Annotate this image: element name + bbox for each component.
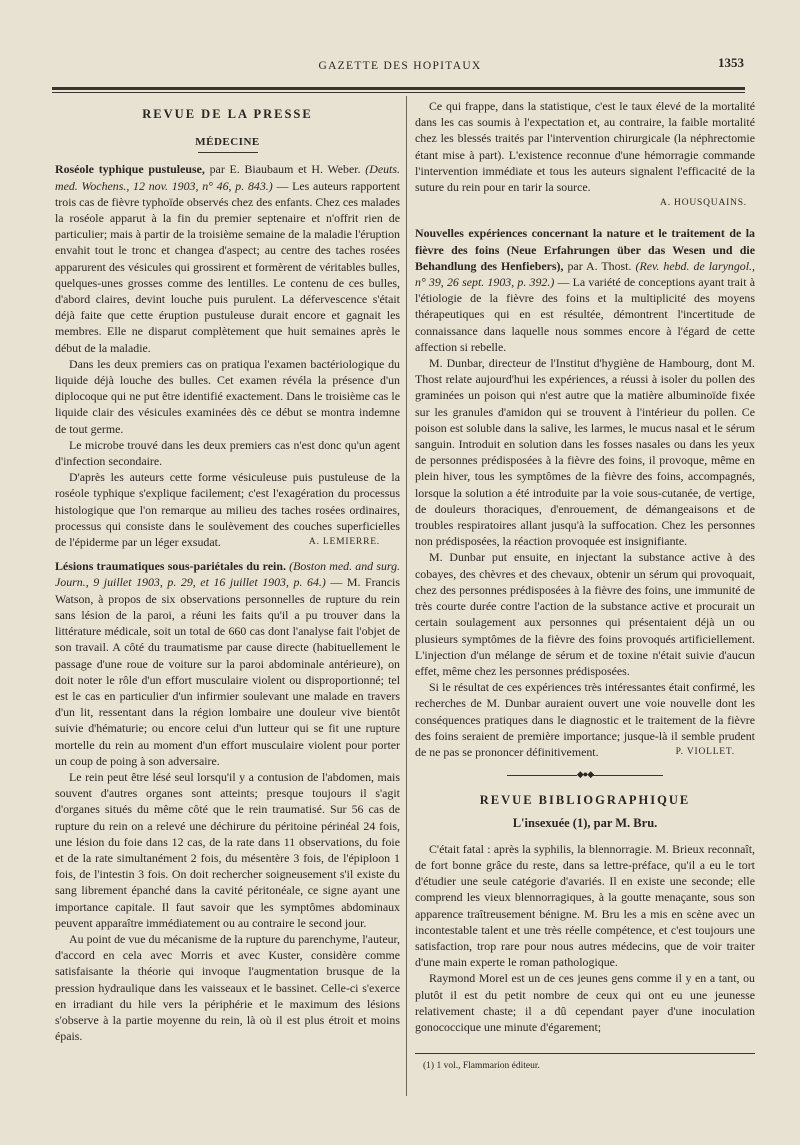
article-paragraph: Raymond Morel est un de ces jeunes gens comme il y en a tant, ou plutôt il est du petit nombre de ceux qui ont eu une jeunesse relativement chaste; il a dû cependant payer d'une inoculation gonococcique une minute d'égarement; [415, 971, 755, 1034]
article-signature: A. LEMIERRE. [308, 537, 380, 548]
right-column [415, 98, 755, 1074]
article-reference: (Boston med. and surg. Journ., 9 juillet 1903, p. 29, et 16 juillet 1903, p. 64.) [55, 559, 401, 590]
article-authors: par E. Biaubaum et H. Weber. [209, 162, 361, 177]
article-title: Lésions traumatiques sous-pariétales du rein. [55, 559, 286, 574]
article-paragraph: M. Dunbar put ensuite, en injectant la substance active à des cobayes, des chèvres et des chevaux, obtenir un sérum qui provoquait, chez des personnes prédisposées à la fièvre des foins, une immunité de très courte durée contre l'action de la substance active et procurait un certain soulagement aux personnes qui présentaient déjà un ou plusieurs symptômes de la fièvre des foins provoqués artificiellement. L'injection d'un mélange de sérum et de toxine n'était suivie d'aucun effet, même chez les personnes prédisposées. [415, 550, 755, 678]
article-roseole [55, 161, 400, 550]
article-lesions-rein [55, 558, 400, 1044]
running-title: GAZETTE DES HOPITAUX [318, 60, 482, 72]
article-reference: (Rev. hebd. de laryngol., n° 39, 26 sept. 1903, p. 392.) [415, 258, 755, 290]
article-signature: A. HOUSQUAINS. [660, 198, 747, 209]
article-paragraph: M. Dunbar, directeur de l'Institut d'hygiène de Hambourg, dont M. Thost relate aujourd'hui les expériences, a réussi à isoler du pollen des graminées un poison qui n'est autre que la matière albuminoïde fixée sur les granules d'amidon qui se trouvent à l'intérieur du pollen. Ce poison est soluble dans la salive, les larmes, le mucus nasal et le sérum sanguin. Introduit en solution dans les fosses nasales ou dans les yeux de personnes prédisposées à la fièvre des foins, il provoque, même en plein hiver, tous les symptômes de la fièvre des foins, accompagnés, lorsque la solution a été introduite par la voie sous-cutanée, de vertige, de douleurs thoraciques, d'enrouement, de démangeaisons et de troubles respiratoires allant jusqu'à la suffocation. Chez les personnes non prédisposées, la réaction provoquée est insignifiante. [415, 356, 755, 549]
section-title-presse: REVUE DE LA PRESSE [142, 107, 313, 121]
article-title: Nouvelles expériences concernant la nature et le traitement de la fièvre des foins (Neue Erfahrungen über das Wesen und die Behandlung des Henfiebers), [415, 226, 755, 273]
header-rule-thick [52, 87, 745, 90]
header-rule-thin [52, 92, 745, 93]
article-title: Roséole typhique pustuleuse, [55, 162, 205, 177]
subsection-rule [198, 152, 258, 153]
column-divider [406, 96, 407, 1096]
footnote-rule [415, 1053, 755, 1054]
article-paragraph: Dans les deux premiers cas on pratiqua l'examen bactériologique du liquide déjà louche des bulles. Cet examen révéla la présence d'un diplocoque qui ne put être identifié exactement. Dans le troisième cas le liquide clair des vésicules examinées dès ce début se montra indemne de tout germe. [55, 356, 400, 436]
footnote: (1) 1 vol., Flammarion éditeur. [423, 1061, 540, 1072]
article-lesions-rein-continued [415, 98, 755, 211]
article-paragraph-text: D'après les auteurs cette forme vésiculeuse puis pustuleuse de la roséole typhique s'explique facilement; c'est l'exagération du processus histologique que l'on remarque au milieu des taches rosées ordinaires, processus qui consiste dans le soulèvement des couches superficielles de l'épiderme par un léger exsudat. [55, 470, 400, 550]
article-reference: (Deuts. med. Wochens., 12 nov. 1903, n° 46, p. 843.) [55, 162, 400, 193]
article-paragraph: Le rein peut être lésé seul lorsqu'il y a contusion de l'abdomen, mais souvent d'autres organes sont atteints; presque toujours il s'agit d'organes situés du même côté que le rein traumatisé. Sur 56 cas de rupture du rein on a relevé une déchirure du péritoine périnéal 24 fois, une lésion du foie dans 12 cas, de la rate dans 11 observations, du foie et de la rate simultanément 2 fois, du mésentère 3 fois, de l'épiploon 1 fois, de l'intestin 3 fois. On doit rechercher soigneusement s'il existe du sang librement épanché dans la cavité péritonéale, ce signe ayant une importance capitale. Il faut savoir que les symptômes abdominaux peuvent apparaître immédiatement ou au contraire le second jour. [55, 769, 400, 930]
article-signature: P. VIOLLET. [675, 746, 735, 757]
left-column [55, 98, 400, 1050]
page-number: 1353 [718, 55, 744, 70]
article-lesions-lead [55, 558, 400, 769]
article-roseole-lead [55, 161, 400, 355]
section-ornament: ◆●◆ [415, 766, 755, 782]
subsection-title: MÉDECINE [195, 136, 260, 149]
book-title: L'insexuée (1), par M. Bru. [512, 815, 658, 830]
article-authors: par A. Thost. [567, 258, 632, 273]
article-paragraph [415, 679, 755, 760]
article-paragraph: — La variété de conceptions ayant trait à l'étiologie de la fièvre des foins et la multiplicité des moyens thérapeutiques qui en est résultée, démontrent l'incertitude de connaissance dans laquelle nous sommes encore à l'égard de cette affection si rebelle. [415, 275, 755, 354]
article-paragraph: — M. Francis Watson, à propos de six observations personnelles de rupture du rein sans lésion de la paroi, a réuni les faits qu'il a pu trouver dans la littérature médicale, soit un total de 660 cas dont l'analyse fait l'objet de son travail. A côté du traumatisme par cause directe (habituellement le passage d'une roue de voiture sur la paroi abdominale antérieure), on doit noter le rôle d'un effort musculaire violent ou disproportionné; tel est le cas en particulier d'un infirmier soulevant une malade en travers d'un lit, ressentant dans la région lombaire une douleur vive bientôt suivie d'hématurie; ou encore celui d'un lutteur qui se fit une rupture mortelle du rein au moment d'un effort musculaire violent pour porter un coup de poing à son adversaire. [55, 575, 400, 768]
article-paragraph [55, 469, 400, 550]
article-fievre-lead [415, 225, 755, 355]
article-fievre-foins [415, 225, 755, 760]
section-title-bibliographique: REVUE BIBLIOGRAPHIQUE [479, 793, 691, 808]
article-paragraph-text: Si le résultat de ces expériences très intéressantes était confirmé, les recherches de M. Dunbar auraient ouvert une voie nouvelle dont les conséquences pratiques dans le diagnostic et le traitement de la fièvre des foins seraient de première importance; jusque-là il semble prudent de ne pas se prononcer définitivement. [415, 680, 755, 759]
article-paragraph: Au point de vue du mécanisme de la rupture du parenchyme, l'auteur, d'accord en cela avec Morris et avec Kuster, considère comme satisfaisante la théorie qui invoque l'augmentation brusque de la pression hydraulique dans les vaisseaux et le bassinet. Celle-ci s'exerce en irradiant du hile vers la périphérie et le maximum des lésions s'observe à la partie moyenne du rein, là où il est plus étroit et moins épais. [55, 931, 400, 1044]
article-paragraph: Ce qui frappe, dans la statistique, c'est le taux élevé de la mortalité dans les cas soumis à l'expectation et, au contraire, la faible mortalité chez les blessés traités par l'intervention chirurgicale (la néphrectomie étant mise à part). L'existence reconnue d'une hémorragie commande l'intervention immédiate et tous les auteurs signalent l'efficacité de la suture du rein pour en tarir la source. [415, 99, 755, 195]
article-paragraph: — Les auteurs rapportent trois cas de fièvre typhoïde observés chez des enfants. Chez ces malades la roséole apparut à la fin du premier septenaire et n'offrit rien de particulier; mais à partir de la troisième semaine de la maladie l'éruption envahit tout le tronc et changea d'aspect; au centre des taches rosées apparurent des vésicules qui grossirent et formèrent de véritables bulles, quelques-unes grosses comme des lentilles. Le contenu de ces bulles, d'abord claires, devint louche puis purulent. La défervescence s'était déjà faite que cette éruption pustuleuse durait encore et gagnait les membres. Elle ne disparut complètement que huit semaines après le début de la maladie. [55, 178, 400, 355]
article-paragraph: C'était fatal : après la syphilis, la blennorragie. M. Brieux reconnaît, de fort bonne grâce du reste, dans sa lettre-préface, qu'il a eu le tort d'étudier une seule catégorie d'avariés. Il en existe une seconde; elle comprend les vieux blennorragiques, à la goutte menaçante, sous son apparence traîtreusement bénigne. M. Bru les a mis en scène avec un incontestable talent et une très réelle compétence, et c'est toujours une satisfaction, trop rare pour nous autres médecins, que de voir traiter d'une main experte le roman pathologique. [415, 841, 755, 970]
article-paragraph: Le microbe trouvé dans les deux premiers cas n'est donc qu'un agent d'infection secondaire. [55, 437, 400, 469]
